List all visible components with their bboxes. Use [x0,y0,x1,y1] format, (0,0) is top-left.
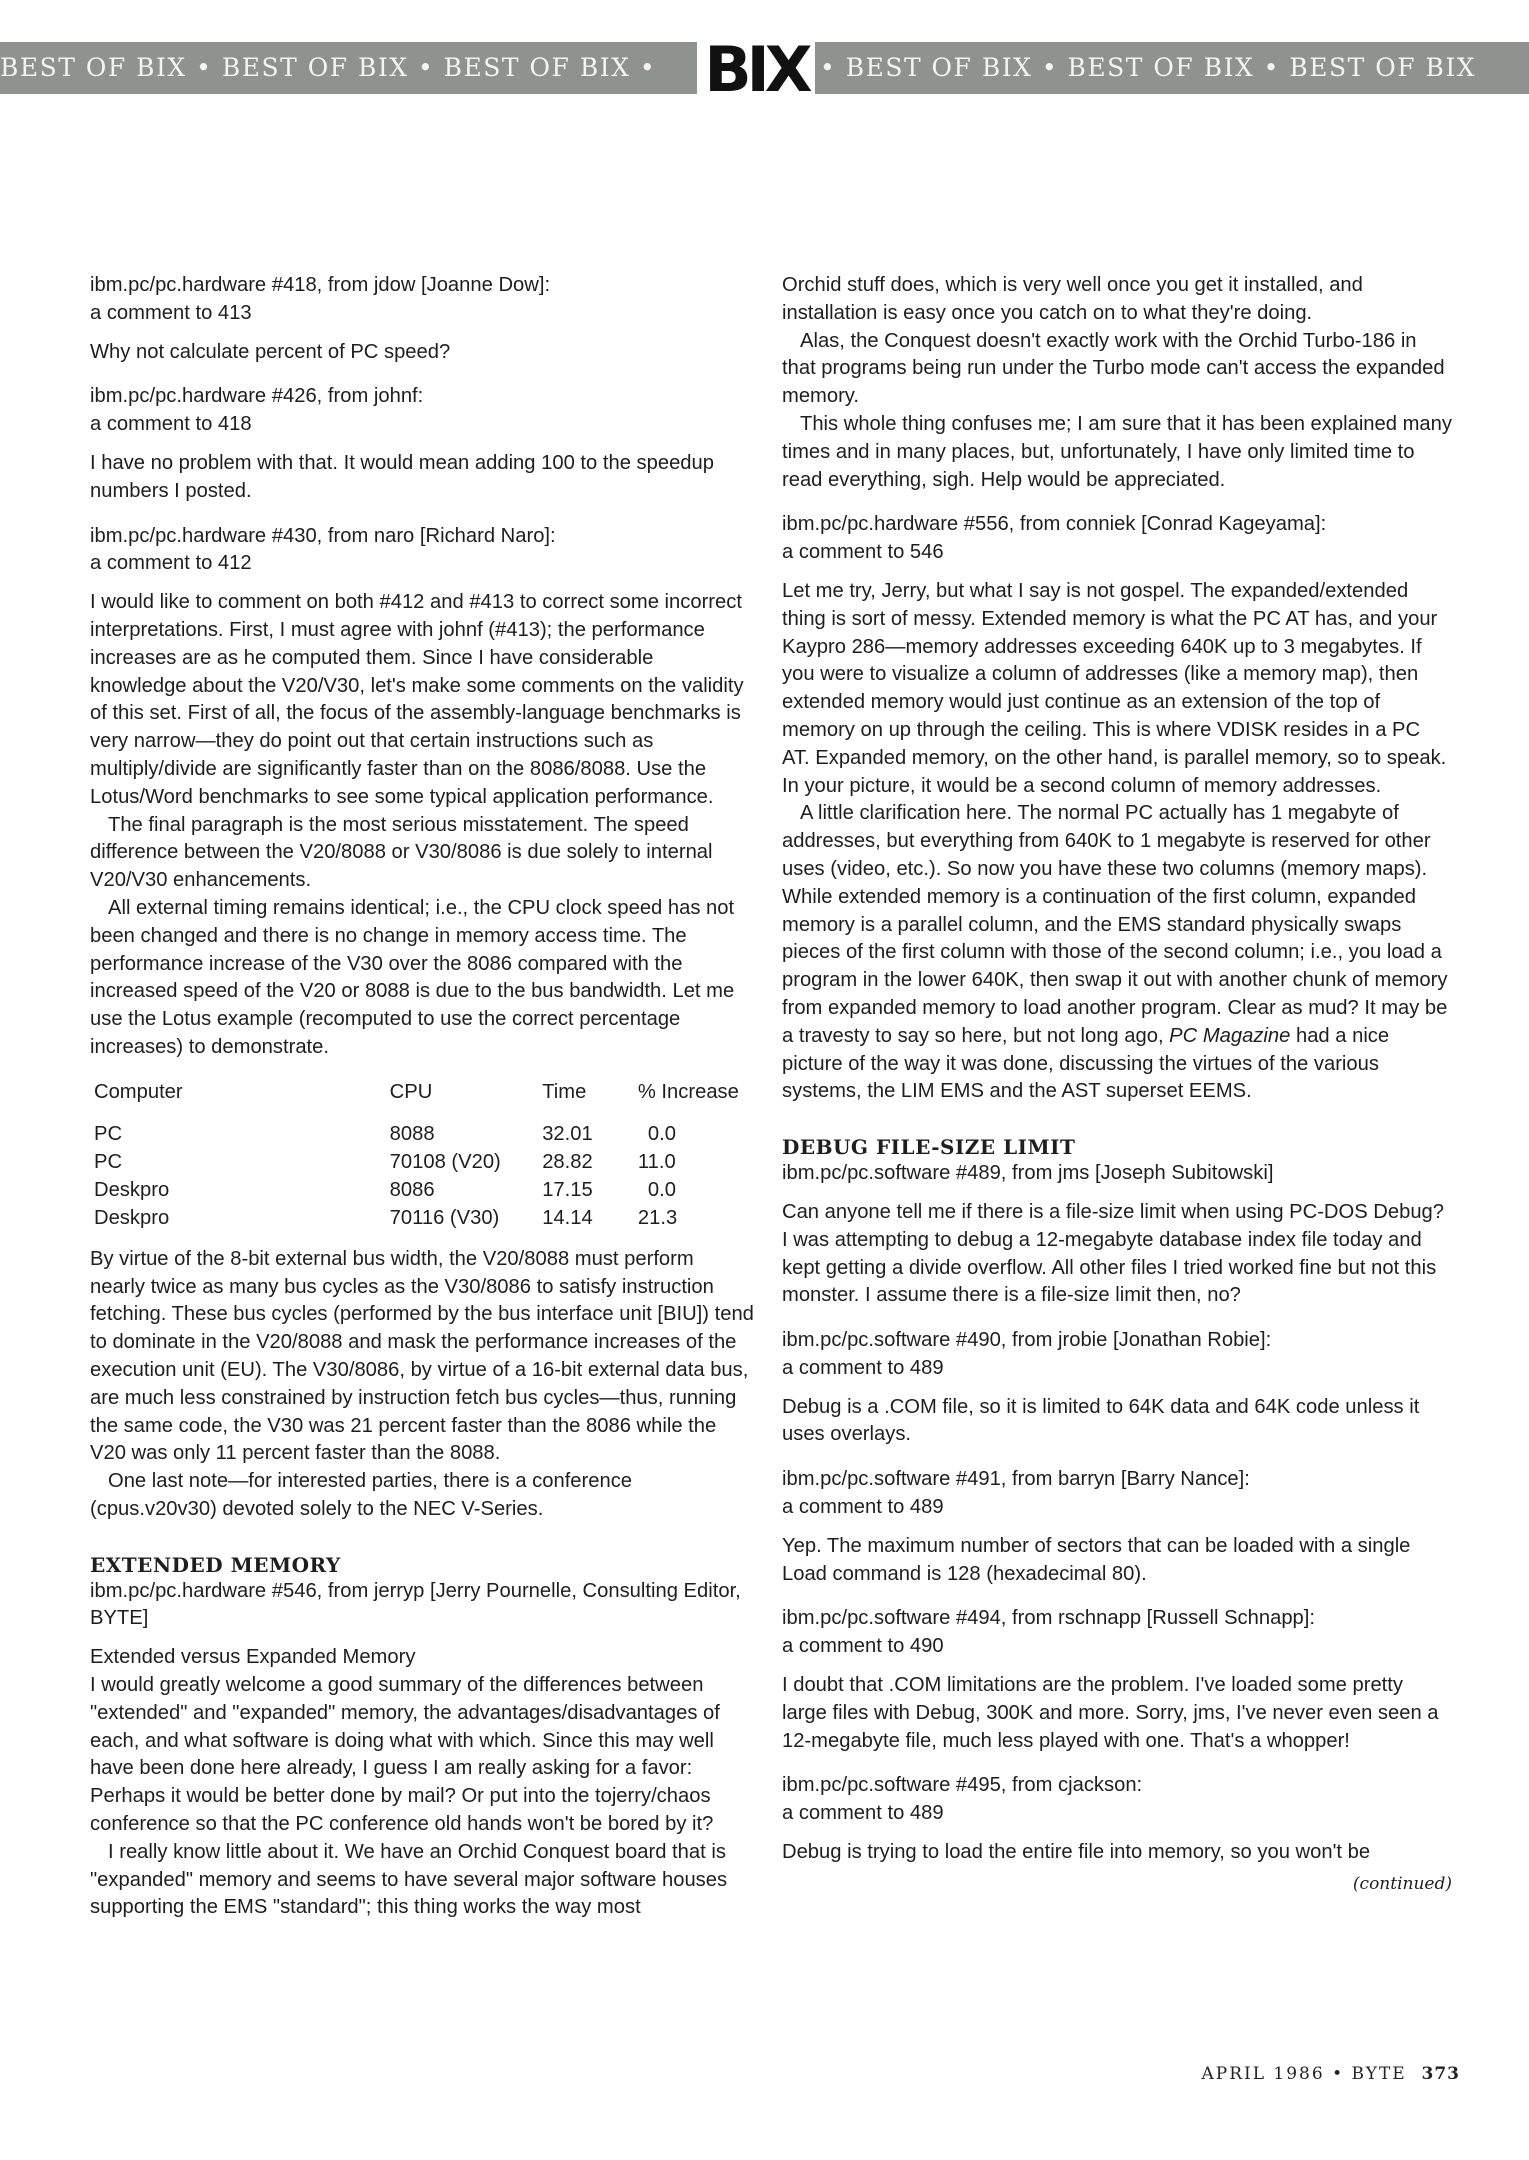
message-body: Debug is trying to load the entire file into memory, so you won't be [782,1841,1371,1864]
message-header: ibm.pc/pc.software #495, from cjackson: [782,1774,1143,1797]
table-cell: 17.15 [542,1178,593,1201]
table-cell: PC [94,1122,123,1145]
footer-issue: APRIL 1986 • BYTE [1201,2064,1407,2084]
message-body: All external timing remains identical; i.e., the CPU clock speed has not been changed and there is no change in memory access time. The performance increase of the V30 over the 8086 compared with the increased speed of the V20 or 8088 is due to the bus bandwidth. Let me use the Lotus example (recomputed to use the correct percentage increases) to demonstrate. [90,896,735,1058]
message-reply-to: a comment to 489 [782,1356,944,1379]
message-body: Let me try, Jerry, but what I say is not gospel. The expanded/extended thing is sort of messy. Extended memory is what the PC AT has, and your Kaypro 286—memory addresses exceeding 640K up to 3 megabytes. If you were to visualize a column of addresses (like a memory map), then extended memory would just continue as an extension of the top of memory on up through the ceiling. This is where VDISK resides in a PC AT. Expanded memory, on the other hand, is parallel memory, so to speak. In your picture, it would be a second column of memory addresses. [782,579,1447,797]
message-reply-to: a comment to 490 [782,1635,944,1658]
message-text: had a nice picture of the way it was done, discussing the virtues of the various systems, the LIM EMS and the AST superset EEMS. [782,1024,1390,1103]
page-footer [1190,2064,1460,2084]
magazine-title: PC Magazine [1169,1024,1291,1047]
table-header: % Increase [637,1080,739,1103]
message-header: ibm.pc/pc.software #489, from jms [Joseph Subitowski] [782,1162,1274,1185]
bix-logo [697,30,815,110]
message-body: Alas, the Conquest doesn't exactly work with the Orchid Turbo-186 in that programs being run under the Turbo mode can't access the expanded memory. [782,329,1445,408]
message-reply-to: a comment to 412 [90,552,252,575]
message-body: Debug is a .COM file, so it is limited to 64K data and 64K code unless it uses overlays. [782,1395,1420,1446]
section-title-debug-file-size: DEBUG FILE-SIZE LIMIT [782,1135,1076,1160]
message-body: This whole thing confuses me; I am sure that it has been explained many times and in many places, but, unfortunately, I have only limited time to read everything, sigh. Help would be appreciated. [782,412,1452,491]
table-cell: 28.82 [542,1150,593,1173]
message-body: Yep. The maximum number of sectors that can be loaded with a single Load command is 128 (hexadecimal 80). [782,1534,1411,1585]
message-body: I have no problem with that. It would mean adding 100 to the speedup numbers I posted. [90,451,714,502]
table-cell: 32.01 [542,1122,593,1145]
table-cell: 0.0 [647,1178,676,1201]
table-cell: 0.0 [647,1122,676,1145]
message-body: Can anyone tell me if there is a file-size limit when using PC-DOS Debug? I was attempting to debug a 12-megabyte database index file today and kept getting a divide overflow. All other files I tried worked fine but not this monster. I assume there is a file-size limit then, no? [782,1200,1444,1307]
table-cell: PC [94,1150,123,1173]
message-body [782,800,1452,1106]
page-number: 373 [1421,2064,1460,2084]
message-header: ibm.pc/pc.hardware #556, from conniek [Conrad Kageyama]: [782,513,1327,536]
table-row [90,1204,750,1232]
table-cell: 8088 [389,1122,435,1145]
message-body: I really know little about it. We have an Orchid Conquest board that is "expanded" memory and seems to have several major software houses supporting the EMS "standard"; this thing works the way most [90,1840,728,1919]
message-header: ibm.pc/pc.hardware #430, from naro [Richard Naro]: [90,524,556,547]
table-row [90,1120,750,1148]
table-cell: 21.3 [637,1206,678,1229]
message-body: Orchid stuff does, which is very well once you get it installed, and installation is easy once you catch on to what they're doing. [782,274,1363,324]
banner-text-right: • BEST OF BIX • BEST OF BIX • BEST OF BIX [820,53,1477,82]
message-body: By virtue of the 8-bit external bus width, the V20/8088 must perform nearly twice as many bus cycles as the V30/8086 to satisfy instruction fetching. These bus cycles (performed by the bus interface unit [BIU]) tend to dominate in the V20/8088 and mask the performance increases of the execution unit (EU). The V30/8086, by virtue of a 16-bit external data bus, are much less constrained by instruction fetch bus cycles—thus, running the same code, the V30 was 21 percent faster than the 8086 while the V20 was only 11 percent faster than the 8088. [90,1247,754,1465]
message-header: ibm.pc/pc.hardware #426, from johnf: [90,385,424,408]
message-header: ibm.pc/pc.software #494, from rschnapp [Russell Schnapp]: [782,1607,1315,1630]
table-header: CPU [389,1080,433,1103]
message-body: I would like to comment on both #412 and #413 to correct some incorrect interpretations. First, I must agree with johnf (#413); the performance increases are as he computed them. Since I have considerable knowledge about the V20/V30, let's make some comments on the validity of this set. First of all, the focus of the assembly-language benchmarks is very narrow—they do point out that certain instructions such as multiply/divide are significantly faster than on the 8086/8088. Use the Lotus/Word benchmarks to see some typical application performance. [90,591,744,808]
table-cell: 70108 (V20) [389,1150,501,1173]
table-row [90,1148,750,1176]
table-cell: Deskpro [94,1178,170,1201]
table-cell: Deskpro [94,1206,170,1229]
message-header: ibm.pc/pc.hardware #546, from jerryp [Jerry Pournelle, Consulting Editor, BYTE] [90,1579,741,1630]
message-body: The final paragraph is the most serious misstatement. The speed difference between the V20/8088 or V30/8086 is due solely to internal V20/V30 enhancements. [90,813,713,892]
message-header: ibm.pc/pc.software #491, from barryn [Barry Nance]: [782,1468,1250,1491]
bix-logo-text: BIX [704,33,808,106]
message-subject: Extended versus Expanded Memory [90,1646,416,1669]
message-body: I would greatly welcome a good summary of the differences between "extended" and "expanded" memory, the advantages/disadvantages of each, and what software is doing what with which. Since this may well have been done here already, I guess I am really asking for a favor: Perhaps it would be better done by mail? Or put into the tojerry/chaos conference so that the PC conference old hands won't be bored by it? [90,1674,720,1836]
message-reply-to: a comment to 418 [90,413,252,436]
table-cell: 70116 (V30) [389,1206,500,1229]
message-body: Why not calculate percent of PC speed? [90,340,451,363]
section-title-extended-memory: EXTENDED MEMORY [90,1552,341,1577]
cpu-benchmark-table [90,1078,750,1232]
message-body: One last note—for interested parties, there is a conference (cpus.v20v30) devoted solely to the NEC V-Series. [90,1470,633,1520]
message-header: ibm.pc/pc.software #490, from jrobie [Jonathan Robie]: [782,1329,1272,1352]
table-cell: 11.0 [637,1150,676,1173]
message-reply-to: a comment to 413 [90,301,252,324]
message-reply-to: a comment to 489 [782,1802,944,1825]
table-header: Time [542,1080,587,1103]
table-row [90,1176,750,1204]
table-cell: 14.14 [542,1206,593,1229]
message-reply-to: a comment to 546 [782,541,944,564]
message-reply-to: a comment to 489 [782,1496,944,1519]
table-header: Computer [94,1080,183,1103]
message-body: I doubt that .COM limitations are the problem. I've loaded some pretty large files with Debug, 300K and more. Sorry, jms, I've never even seen a 12-megabyte file, much less played with one. That's a whopper! [782,1674,1439,1752]
table-header-row [90,1078,750,1120]
table-cell: 8086 [389,1178,435,1201]
left-column [90,272,754,1922]
message-text: A little clarification here. The normal PC actually has 1 megabyte of addresses, but everything from 640K to 1 megabyte is reserved for other uses (video, etc.). So now you have these two columns (memory maps). While extended memory is a continuation of the first column, expanded memory is a parallel column, and the EMS standard physically swaps pieces of the first column with those of the second column; i.e., you load a program in the lower 640K, then swap it out with another chunk of memory from expanded memory to load another program. Clear as mud? It may be a travesty to say so here, but not long ago, [782,802,1448,1047]
right-column [782,272,1452,1899]
banner-text-left: BEST OF BIX • BEST OF BIX • BEST OF BIX • [0,53,657,82]
continued-note: (continued) [1352,1873,1452,1894]
message-header: ibm.pc/pc.hardware #418, from jdow [Joanne Dow]: [90,274,551,296]
